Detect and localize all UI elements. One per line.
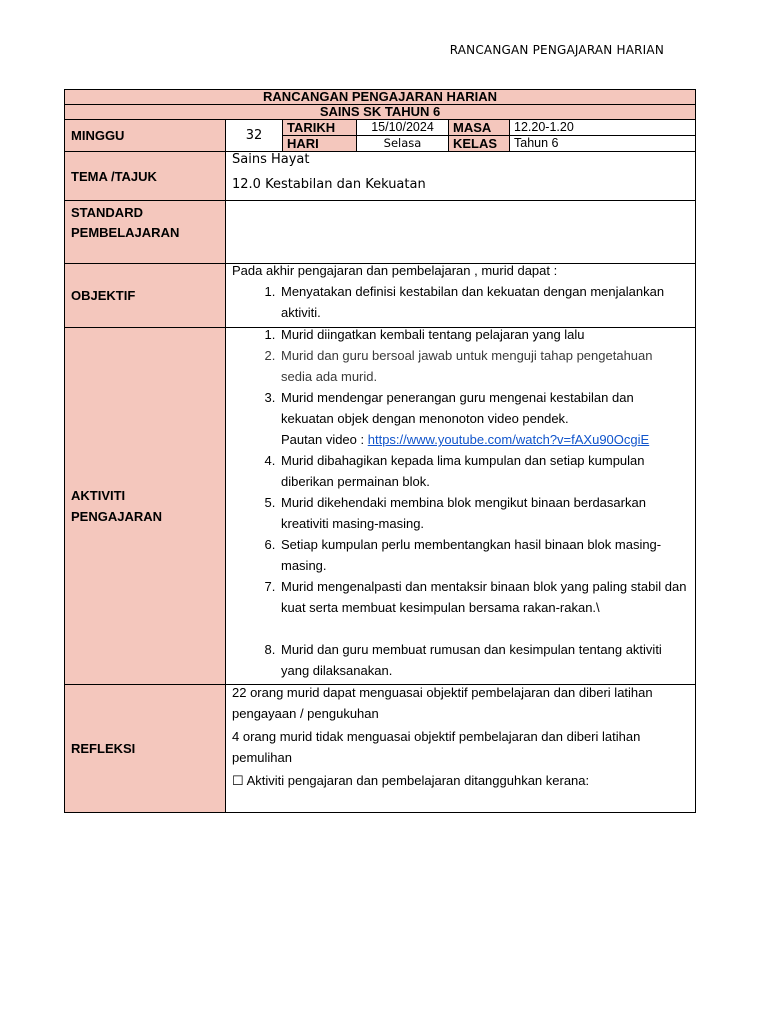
aktiviti-label-line1: AKTIVITI — [71, 488, 126, 503]
objektif-label: OBJEKTIF — [65, 264, 226, 328]
aktiviti-item-2: 2. Murid dan guru bersoal jawab untuk menguji tahap pengetahuan sedia ada murid. — [279, 345, 687, 387]
standard-label — [65, 201, 226, 264]
tema-label: TEMA /TAJUK — [65, 152, 226, 201]
standard-value — [226, 201, 696, 264]
refleksi-row — [65, 685, 696, 813]
hari-label: HARI — [283, 136, 357, 152]
tarikh-value: 15/10/2024 — [357, 120, 449, 136]
aktiviti-label — [65, 328, 226, 685]
masa-value: 12.20-1.20 — [510, 120, 696, 136]
aktiviti-item-7 — [279, 576, 687, 639]
objektif-item: 1. Menyatakan definisi kestabilan dan kekuatan dengan menjalankan aktiviti. — [279, 281, 687, 323]
minggu-value: 32 — [226, 120, 283, 152]
refleksi-checkbox-label: Aktiviti pengajaran dan pembelajaran ditangguhkan kerana: — [246, 773, 590, 788]
table-title: RANCANGAN PENGAJARAN HARIAN — [65, 90, 696, 105]
checkbox-icon[interactable]: ☐ — [232, 773, 244, 788]
title-row — [65, 90, 696, 105]
video-link[interactable]: https://www.youtube.com/watch?v=fAXu90OcgiE — [367, 432, 650, 447]
objektif-intro: Pada akhir pengajaran dan pembelajaran , murid dapat : — [232, 263, 558, 278]
tema-row — [65, 152, 696, 201]
lesson-plan-table — [64, 89, 696, 813]
aktiviti-list — [226, 324, 695, 681]
hari-value: Selasa — [357, 136, 449, 152]
aktiviti-item-7-text: Murid mengenalpasti dan mentaksir binaan blok yang paling stabil dan kuat serta membuat kesimpulan bersama rakan-rakan.\ — [281, 579, 687, 615]
table-subtitle: SAINS SK TAHUN 6 — [65, 105, 696, 120]
standard-label-line1: STANDARD — [71, 205, 143, 220]
subtitle-row — [65, 105, 696, 120]
aktiviti-item-5: 5. Murid dikehendaki membina blok mengikut binaan berdasarkan kreativiti masing-masing. — [279, 492, 687, 534]
refleksi-checkbox-row[interactable] — [226, 770, 695, 793]
objektif-row — [65, 264, 696, 328]
refleksi-cell — [226, 685, 696, 813]
minggu-row-top — [65, 120, 696, 136]
video-prefix: Pautan video : — [281, 432, 368, 447]
masa-label: MASA — [449, 120, 510, 136]
standard-label-line2: PEMBELAJARAN — [71, 225, 180, 240]
tarikh-label: TARIKH — [283, 120, 357, 136]
kelas-label: KELAS — [449, 136, 510, 152]
refleksi-label: REFLEKSI — [65, 685, 226, 813]
tema-line1: Sains Hayat — [232, 152, 310, 167]
aktiviti-cell — [226, 328, 696, 685]
aktiviti-item-1: 1. Murid diingatkan kembali tentang pelajaran yang lalu — [279, 324, 687, 345]
objektif-list — [226, 281, 695, 323]
refleksi-line1: 22 orang murid dapat menguasai objektif pembelajaran dan diberi latihan pengayaan / pengukuhan — [232, 685, 653, 721]
tema-cell — [226, 152, 696, 201]
minggu-label: MINGGU — [65, 120, 226, 152]
refleksi-line2: 4 orang murid tidak menguasai objektif pembelajaran dan diberi latihan pemulihan — [232, 729, 641, 765]
tema-line2: 12.0 Kestabilan dan Kekuatan — [232, 177, 426, 192]
kelas-value: Tahun 6 — [510, 136, 696, 152]
aktiviti-item-8: 8. Murid dan guru membuat rumusan dan kesimpulan tentang aktiviti yang dilaksanakan. — [279, 639, 687, 681]
aktiviti-row — [65, 328, 696, 685]
aktiviti-item-3-text: Murid mendengar penerangan guru mengenai kestabilan dan kekuatan objek dengan menonoton video pendek. — [281, 390, 634, 426]
aktiviti-item-3 — [279, 387, 687, 450]
aktiviti-label-line2: PENGAJARAN — [71, 509, 163, 524]
standard-row — [65, 201, 696, 264]
aktiviti-item-6: 6. Setiap kumpulan perlu membentangkan hasil binaan blok masing-masing. — [279, 534, 687, 576]
aktiviti-item-4: 4. Murid dibahagikan kepada lima kumpulan dan setiap kumpulan diberikan permainan blok. — [279, 450, 687, 492]
objektif-cell — [226, 264, 696, 328]
page-header: RANCANGAN PENGAJARAN HARIAN — [449, 43, 664, 57]
